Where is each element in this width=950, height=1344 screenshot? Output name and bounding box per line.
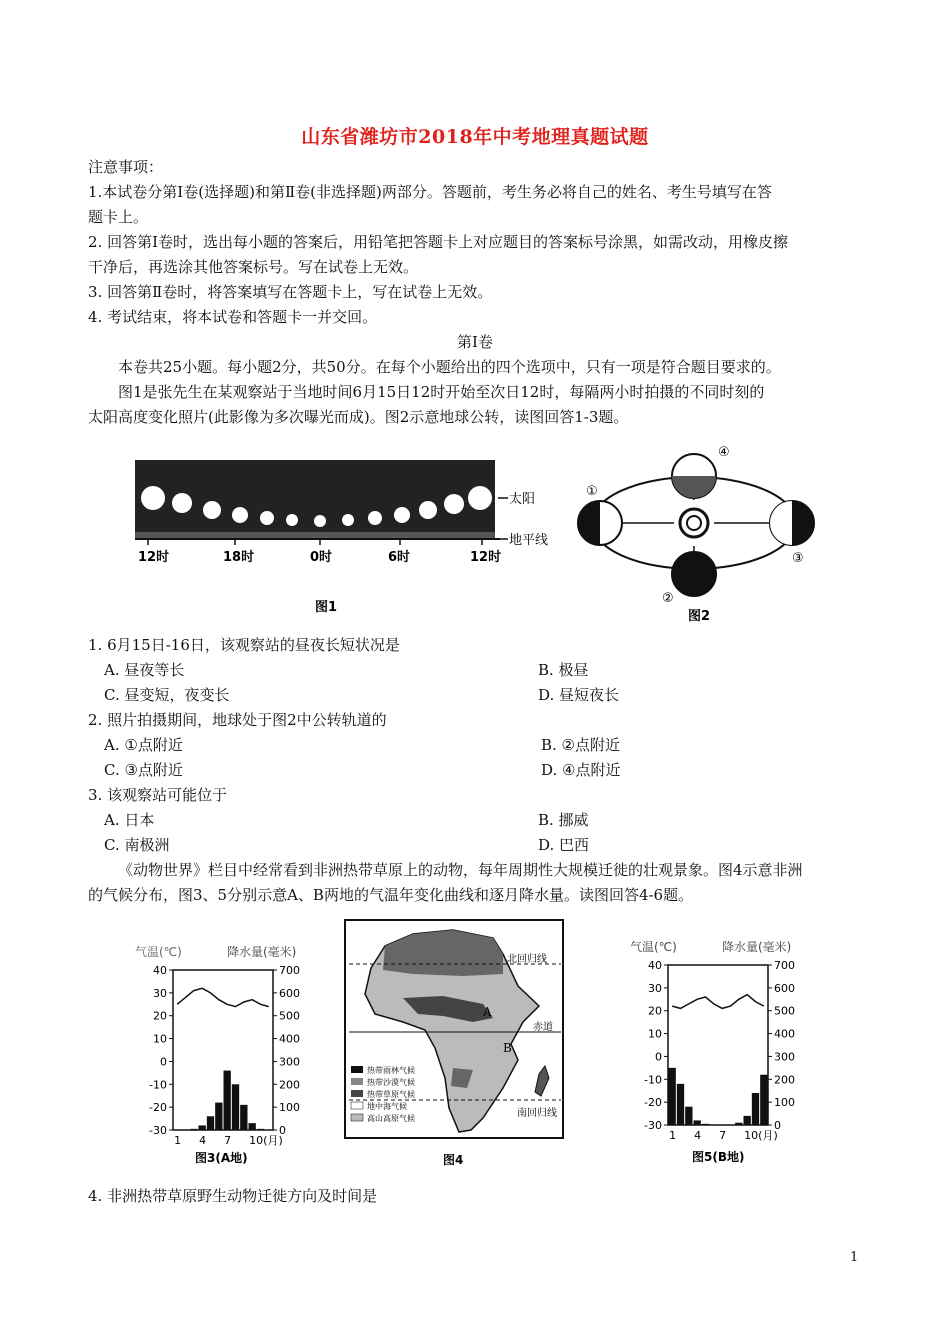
precip-bar [249, 1123, 256, 1130]
time-label: 6时 [388, 550, 411, 565]
temp-tick-label: 30 [153, 986, 167, 1000]
precip-tick-label: 100 [279, 1101, 300, 1115]
figure-5-climate-chart [620, 935, 820, 1170]
equator-label: 赤道 [533, 1022, 553, 1033]
temp-tick-label: -10 [644, 1073, 662, 1087]
figure-caption: 图5(B地) [692, 1150, 745, 1164]
figure-3-climate-chart [125, 940, 325, 1170]
precip-bar [760, 1075, 767, 1125]
point-b-label: B [503, 1041, 512, 1055]
month-tick-label: 1 [669, 1129, 677, 1142]
temp-tick-label: 0 [655, 1050, 662, 1064]
precip-tick-label: 200 [774, 1073, 795, 1087]
page-number: 1 [850, 1250, 859, 1265]
horizon-label: 地平线 [509, 533, 549, 548]
earth-position-1 [578, 501, 622, 545]
temp-tick-label: -20 [644, 1096, 662, 1110]
month-tick-label: 7 [719, 1129, 727, 1142]
precip-axis-label: 降水量(毫米) [227, 945, 297, 959]
temp-tick-label: -20 [149, 1101, 167, 1115]
tropic-north-label: 北回归线 [507, 954, 547, 965]
time-label: 18时 [223, 550, 255, 565]
month-tick-label: 4 [694, 1129, 702, 1142]
temp-tick-label: -10 [149, 1078, 167, 1092]
question-stem: 3. 该观察站可能位于 [88, 786, 228, 804]
figure-2 [570, 440, 830, 625]
intro-text: 本卷共25小题。每小题2分，共50分。在每个小题给出的四个选项中，只有一项是符合题目要求的。 [118, 358, 781, 376]
plot-frame [173, 970, 273, 1130]
option-c[interactable]: C. 昼变短，夜变长 [104, 686, 230, 704]
legend-item: 热带沙漠气候 [367, 1078, 415, 1087]
precip-bar [224, 1071, 231, 1130]
notice-line: 题卡上。 [88, 208, 149, 226]
temp-axis-label: 气温(℃) [630, 940, 677, 954]
time-label: 12时 [138, 550, 170, 565]
precip-tick-label: 700 [279, 964, 300, 977]
earth-position-2 [672, 552, 716, 596]
option-a[interactable]: A. 昼夜等长 [104, 661, 185, 679]
temp-tick-label: -30 [149, 1124, 167, 1137]
legend-item: 高山高原气候 [367, 1114, 415, 1123]
precip-tick-label: 400 [774, 1027, 795, 1041]
precip-bar [744, 1116, 751, 1125]
temperature-line [672, 995, 764, 1009]
month-tick-label: 4 [199, 1134, 207, 1147]
precip-bar [240, 1105, 247, 1130]
precip-tick-label: 0 [774, 1119, 781, 1132]
option-c[interactable]: C. 南极洲 [104, 836, 170, 854]
figure-caption: 图4 [443, 1153, 464, 1167]
tropic-south-label: 南回归线 [517, 1108, 557, 1119]
option-d[interactable]: D. ④点附近 [541, 761, 621, 779]
precip-bar [215, 1103, 222, 1130]
temp-tick-label: 20 [648, 1004, 662, 1018]
legend-item: 地中海气候 [367, 1102, 407, 1111]
month-tick-label: 10(月) [744, 1129, 778, 1142]
precip-tick-label: 0 [279, 1124, 286, 1137]
precip-tick-label: 300 [774, 1050, 795, 1064]
temp-axis-label: 气温(℃) [135, 945, 182, 959]
figure-caption: 图3(A地) [195, 1151, 248, 1165]
precip-axis-label: 降水量(毫米) [722, 940, 792, 954]
figure-4-africa-map [343, 918, 565, 1168]
precip-tick-label: 600 [279, 986, 300, 1000]
legend-item: 热带草原气候 [367, 1090, 415, 1099]
precip-tick-label: 700 [774, 959, 795, 972]
precip-bar [257, 1129, 264, 1130]
notice-line: 1.本试卷分第Ⅰ卷(选择题)和第Ⅱ卷(非选择题)两部分。答题前，考生务必将自己的姓名、考生号填写在答 [88, 183, 772, 201]
temperature-line [177, 988, 269, 1006]
page-title: 山东省潍坊市2018年中考地理真题试题 [301, 126, 649, 148]
temp-tick-label: 10 [648, 1027, 662, 1041]
earth-position-3 [770, 501, 814, 545]
temp-tick-label: 20 [153, 1009, 167, 1023]
temp-tick-label: -30 [644, 1119, 662, 1132]
context-text: 图1是张先生在某观察站于当地时间6月15日12时开始至次日12时，每隔两小时拍摄的不同时刻的 [118, 383, 765, 401]
precip-bar [232, 1084, 239, 1130]
precip-bar [190, 1129, 197, 1130]
precip-tick-label: 400 [279, 1032, 300, 1046]
precip-bar [677, 1084, 684, 1125]
position-label: ① [586, 484, 598, 499]
month-tick-label: 7 [224, 1134, 232, 1147]
position-label: ④ [718, 445, 730, 460]
option-a[interactable]: A. 日本 [104, 811, 155, 829]
point-a-label: A [483, 1005, 492, 1019]
precip-tick-label: 500 [774, 1004, 795, 1018]
question-stem: 2. 照片拍摄期间，地球处于图2中公转轨道的 [88, 711, 387, 729]
temp-tick-label: 0 [160, 1055, 167, 1069]
month-tick-label: 1 [174, 1134, 182, 1147]
precip-bar [199, 1125, 206, 1130]
option-d[interactable]: D. 巴西 [538, 836, 590, 854]
notice-heading: 注意事项： [88, 158, 164, 176]
figure-caption: 图2 [688, 609, 711, 624]
precip-tick-label: 200 [279, 1078, 300, 1092]
time-label: 0时 [310, 550, 333, 565]
option-b[interactable]: B. 极昼 [538, 661, 589, 679]
section-heading: 第Ⅰ卷 [457, 333, 493, 351]
option-b[interactable]: B. ②点附近 [541, 736, 621, 754]
precip-tick-label: 100 [774, 1096, 795, 1110]
position-label: ② [662, 591, 674, 606]
option-c[interactable]: C. ③点附近 [104, 761, 183, 779]
temp-tick-label: 40 [648, 959, 662, 972]
precip-bar [685, 1107, 692, 1125]
temp-tick-label: 30 [648, 981, 662, 995]
context-text: 《动物世界》栏目中经常看到非洲热带草原上的动物，每年周期性大规模迁徙的壮观景象。图4示意非洲 [118, 861, 803, 879]
precip-bar [207, 1116, 214, 1130]
figure-1 [130, 455, 560, 620]
option-a[interactable]: A. ①点附近 [104, 736, 183, 754]
earth-position-4 [672, 454, 716, 498]
temp-tick-label: 10 [153, 1032, 167, 1046]
notice-line: 干净后，再选涂其他答案标号。写在试卷上无效。 [88, 258, 419, 276]
month-tick-label: 10(月) [249, 1134, 283, 1147]
precip-bar [735, 1123, 742, 1125]
position-label: ③ [792, 551, 804, 566]
precip-tick-label: 600 [774, 981, 795, 995]
legend-item: 热带雨林气候 [367, 1066, 415, 1075]
precip-bar [669, 1068, 676, 1125]
notice-line: 4. 考试结束，将本试卷和答题卡一并交回。 [88, 308, 378, 326]
precip-tick-label: 500 [279, 1009, 300, 1023]
question-stem: 1. 6月15日-16日，该观察站的昼夜长短状况是 [88, 636, 400, 654]
precip-bar [694, 1120, 701, 1125]
precip-tick-label: 300 [279, 1055, 300, 1069]
temp-tick-label: 40 [153, 964, 167, 977]
option-d[interactable]: D. 昼短夜长 [538, 686, 620, 704]
question-stem: 4. 非洲热带草原野生动物迁徙方向及时间是 [88, 1187, 378, 1205]
time-label: 12时 [470, 550, 502, 565]
precip-bar [752, 1093, 759, 1125]
option-b[interactable]: B. 挪威 [538, 811, 589, 829]
sun-label: 太阳 [509, 492, 536, 507]
precip-bar [702, 1124, 709, 1125]
context-text: 的气候分布，图3、5分别示意A、B两地的气温年变化曲线和逐月降水量。读图回答4-6题。 [88, 886, 694, 904]
context-text: 太阳高度变化照片(此影像为多次曝光而成)。图2示意地球公转，读图回答1-3题。 [88, 408, 629, 426]
figure-caption: 图1 [315, 600, 338, 615]
notice-line: 3. 回答第Ⅱ卷时，将答案填写在答题卡上，写在试卷上无效。 [88, 283, 493, 301]
notice-line: 2. 回答第Ⅰ卷时，选出每小题的答案后，用铅笔把答题卡上对应题目的答案标号涂黑，如需改动，用橡皮擦 [88, 233, 789, 251]
